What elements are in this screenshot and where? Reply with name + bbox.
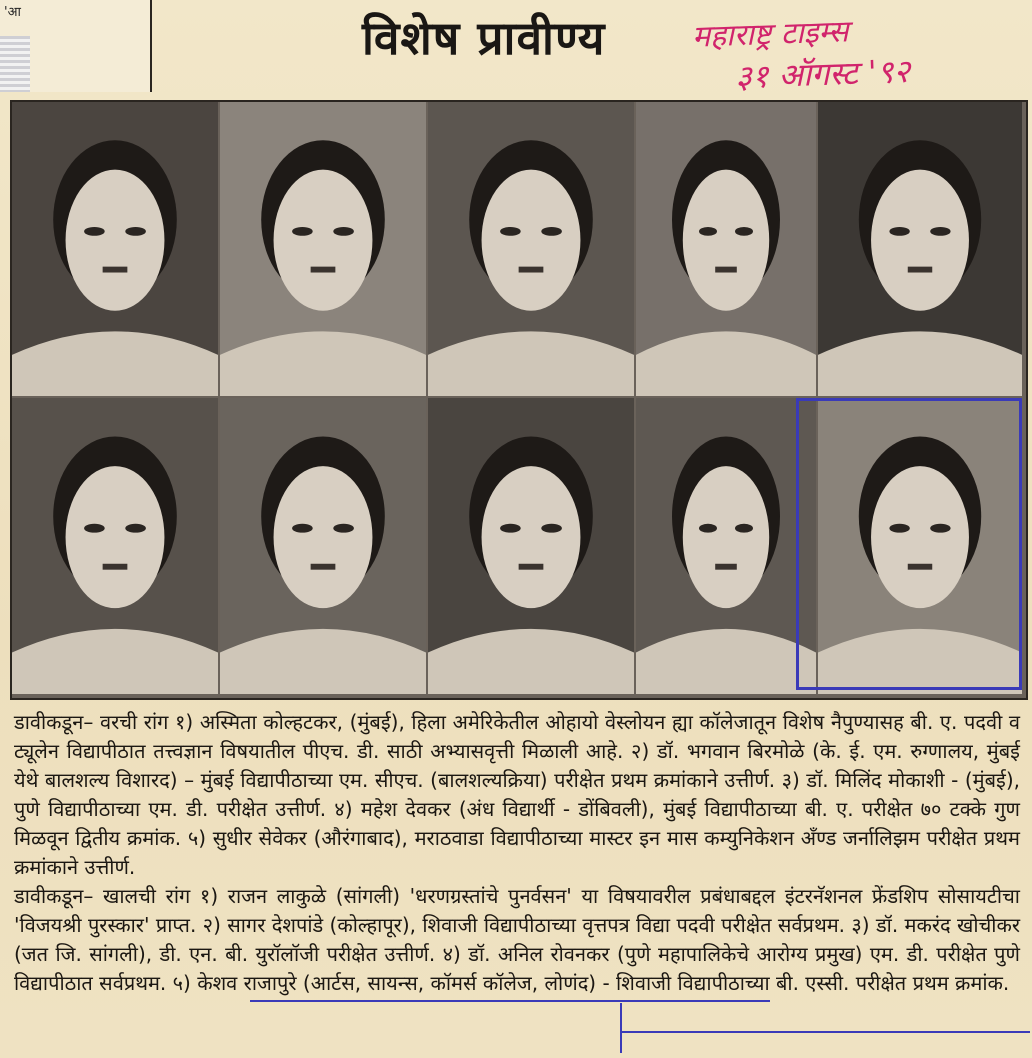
top-row-photo-1 bbox=[12, 102, 218, 396]
bottom-row-photo-2 bbox=[220, 398, 426, 694]
caption bbox=[14, 708, 1020, 998]
top-row-photo-2 bbox=[220, 102, 426, 396]
highlight-box bbox=[796, 398, 1022, 690]
ink-underline bbox=[620, 1031, 1030, 1033]
top-row-photo-4 bbox=[636, 102, 816, 396]
bottom-row-photo-3 bbox=[428, 398, 634, 694]
fragment-text: 'आ bbox=[4, 5, 21, 20]
ink-underline bbox=[250, 1000, 770, 1002]
adjacent-clipping-fragment bbox=[0, 0, 152, 92]
ink-bracket bbox=[620, 1003, 622, 1053]
caption-top-row: डावीकडून– वरची रांग १) अस्मिता कोल्हटकर, (मुंबई), हिला अमेरिकेतील ओहायो वेस्लोयन ह्या कॉलेजातून विशेष नैपुण्यासह बी. ए. पदवी व ट्यूलेन विद्यापीठात तत्त्वज्ञान विषयातील पीएच. डी. साठी अभ्यासवृत्ती मिळाली आहे. २) डॉ. भगवान बिरमोळे (के. ई. एम. रुग्णालय, मुंबई येथे बालशल्य विशारद) – मुंबई विद्यापीठाच्या एम. सीएच. (बालशल्यक्रिया) परीक्षेत प्रथम क्रमांकाने उत्तीर्ण. ३) डॉ. मिलिंद मोकाशी - (मुंबई), पुणे विद्यापीठाच्या एम. डी. परीक्षेत उत्तीर्ण. ४) महेश देवकर (अंध विद्यार्थी - डोंबिवली), मुंबई विद्यापीठाच्या बी. ए. परीक्षेत ७० टक्के गुण मिळवून द्वितीय क्रमांक. ५) सुधीर सेवेकर (औरंगाबाद), मराठवाडा विद्यापीठाच्या मास्टर इन मास कम्युनिकेशन अँण्ड जर्नालिझम परीक्षेत प्रथम क्रमांकाने उत्तीर्ण. bbox=[14, 710, 1020, 879]
top-row-photo-5 bbox=[818, 102, 1022, 396]
handwritten-source: महाराष्ट्र टाइम्स bbox=[691, 14, 850, 55]
bottom-row-photo-1 bbox=[12, 398, 218, 694]
top-row-photo-3 bbox=[428, 102, 634, 396]
fragment-stripe bbox=[0, 36, 30, 92]
headline: विशेष प्रावीण्य bbox=[362, 11, 606, 65]
bottom-row-photo-4 bbox=[636, 398, 816, 694]
caption-bottom-row: डावीकडून– खालची रांग १) राजन लाकुळे (सांगली) 'धरणग्रस्तांचे पुनर्वसन' या विषयावरील प्रबंधाबद्दल इंटरनॅशनल फ्रेंडशिप सोसायटीचा 'विजयश्री पुरस्कार' प्राप्त. २) सागर देशपांडे (कोल्हापूर), शिवाजी विद्यापीठाच्या वृत्तपत्र विद्या पदवी परीक्षेत सर्वप्रथम. ३) डॉ. मकरंद खोचीकर (जत जि. सांगली), डी. एन. बी. युरॉलॉजी परीक्षेत उत्तीर्ण. ४) डॉ. अनिल रोवनकर (पुणे महापालिकेचे आरोग्य प्रमुख) एम. डी. परीक्षेत पुणे विद्यापीठात सर्वप्रथम. ५) केशव राजापुरे (आर्टस, सायन्स, कॉमर्स कॉलेज, लोणंद) - शिवाजी विद्यापीठाच्या बी. एस्सी. परीक्षेत प्रथम क्रमांक. bbox=[14, 884, 1020, 995]
handwritten-date: ३१ ऑगस्ट '९२ bbox=[734, 51, 911, 97]
